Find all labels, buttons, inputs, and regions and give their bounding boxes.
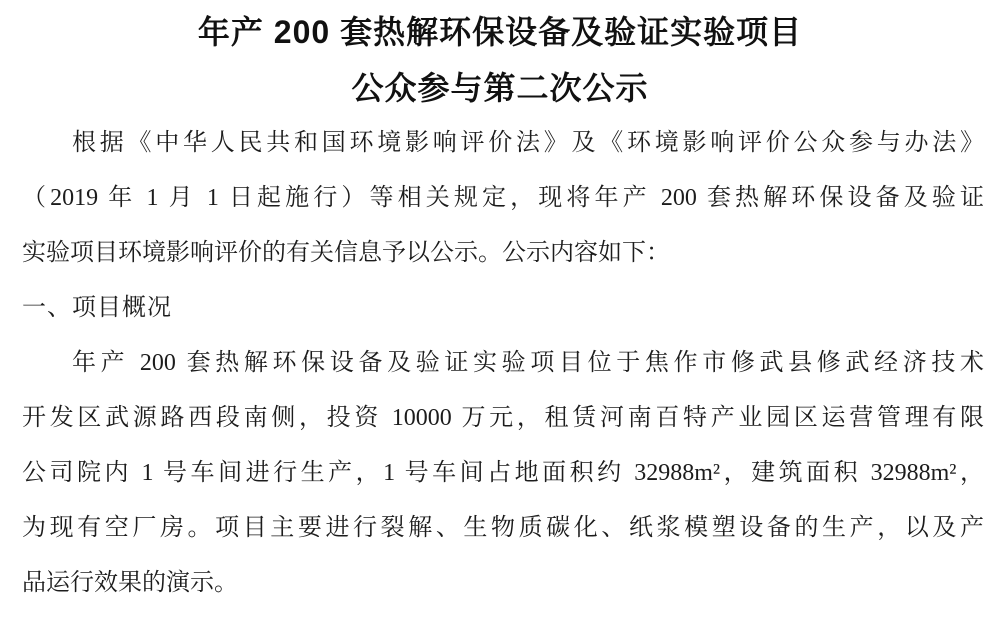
paragraph2-line4: 为现有空厂房。项目主要进行裂解、生物质碳化、纸浆模塑设备的生产，以及产 — [22, 515, 984, 541]
paragraph1-line2: （2019 年 1 月 1 日起施行）等相关规定，现将年产 200 套热解环保设备及验证 — [22, 185, 984, 211]
paragraph2-line2: 开发区武源路西段南侧，投资 10000 万元，租赁河南百特产业园区运营管理有限 — [22, 405, 984, 431]
document-title-line2: 公众参与第二次公示 — [351, 70, 649, 106]
document-body — [0, 116, 1000, 611]
section1-heading: 一、项目概况 — [22, 295, 172, 321]
document-title-line1: 年产 200 套热解环保设备及验证实验项目 — [197, 14, 803, 50]
paragraph2-line1: 年产 200 套热解环保设备及验证实验项目位于焦作市修武县修武经济技术 — [72, 350, 984, 376]
paragraph1-line3: 实验项目环境影响评价的有关信息予以公示。公示内容如下： — [22, 240, 670, 266]
paragraph1-line1: 根据《中华人民共和国环境影响评价法》及《环境影响评价公众参与办法》 — [72, 130, 984, 156]
paragraph2-line3: 公司院内 1 号车间进行生产，1 号车间占地面积约 32988m²，建筑面积 32988m²， — [22, 460, 984, 486]
paragraph2-line5: 品运行效果的演示。 — [22, 570, 238, 596]
document-title — [0, 4, 1000, 116]
